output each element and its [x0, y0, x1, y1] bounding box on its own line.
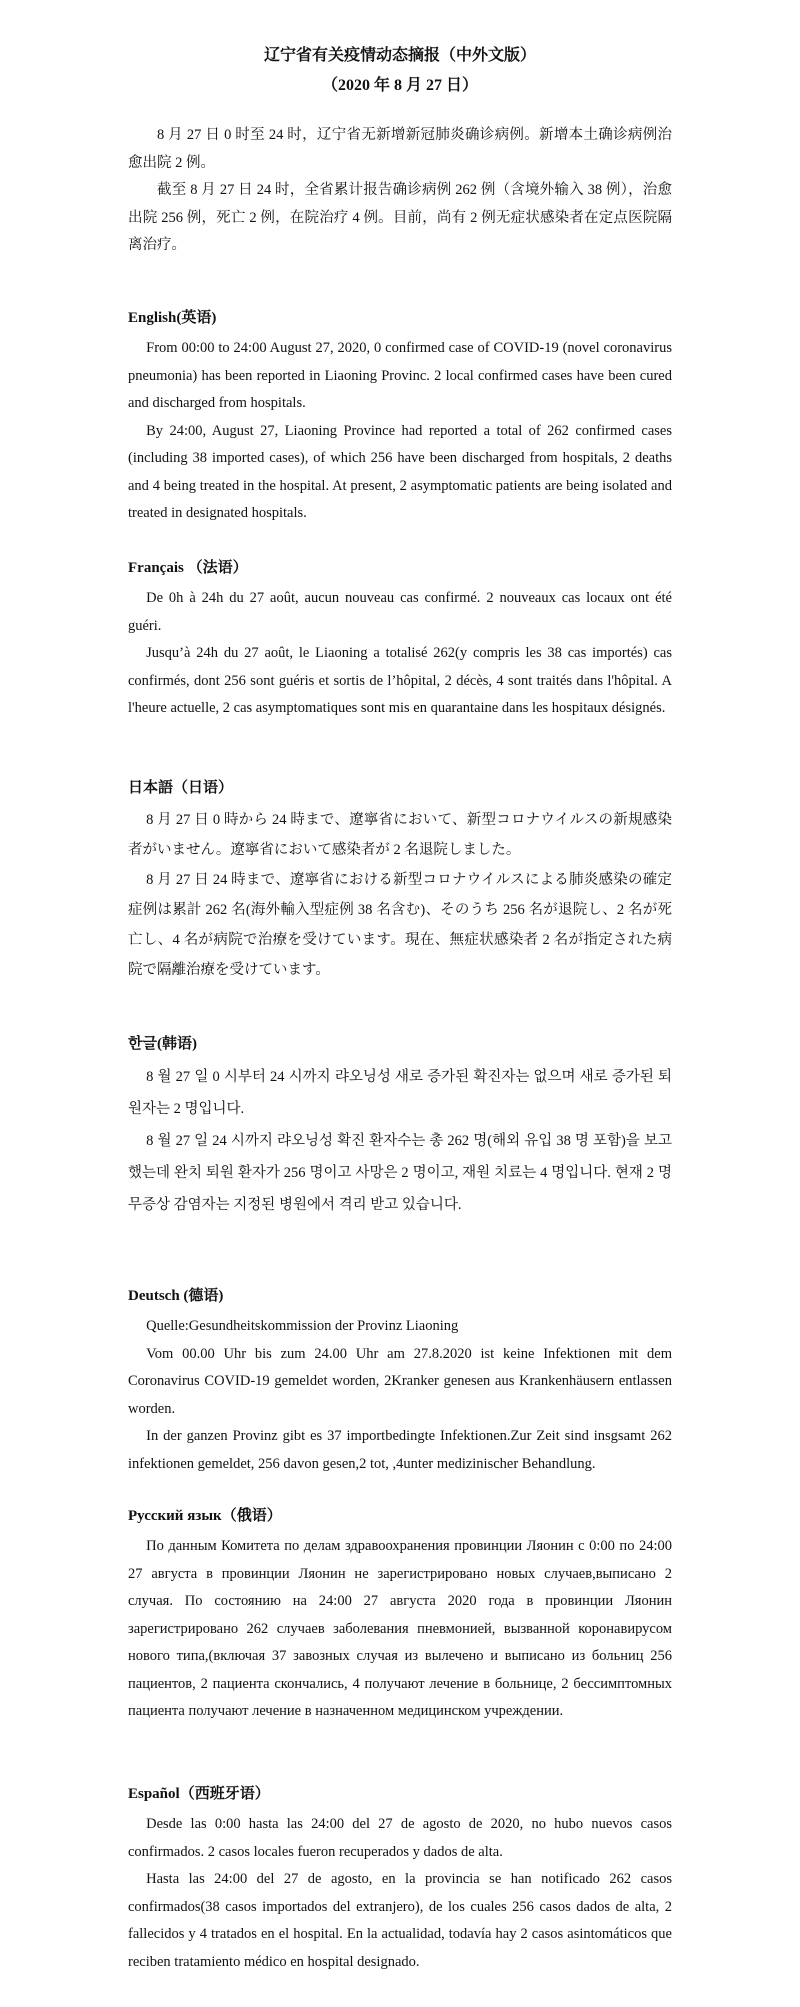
german-paragraph-1: Vom 00.00 Uhr bis zum 24.00 Uhr am 27.8.2020 ist keine Infektionen mit dem Coronavirus COVID-19 gemeldet worden, 2Kranker genesen aus Krankenhäusern entlassen worden. [128, 1345, 672, 1417]
japanese-heading: 日本語（日语） [128, 780, 234, 796]
spanish-paragraph-2: Hasta las 24:00 del 27 de agosto, en la provincia se han notificado 262 casos confirmados(38 casos importados del extranjero), de los cuales 256 casos dados de alta, 2 fallecidos y 4 tratados en el hospital. En la actualidad, todavía hay 2 casos asintomáticos que reciben tratamiento médico en hospital designado. [128, 1871, 672, 1970]
korean-paragraph-2: 8 월 27 일 24 시까지 랴오닝성 확진 환자수는 총 262 명(해외 유입 38 명 포함)을 보고했는데 완치 퇴원 환자가 256 명이고 사망은 2 명이고, 재원 치료는 4 명입니다. 현재 2 명 무증상 감염자는 지정된 병원에서 격리 받고 있습니다. [128, 1133, 672, 1213]
spanish-paragraph-1: Desde las 0:00 hasta las 24:00 del 27 de agosto de 2020, no hubo nuevos casos confirmados. 2 casos locales fueron recuperados y dados de alta. [128, 1816, 672, 1860]
section-english [128, 306, 672, 528]
korean-paragraph-1: 8 월 27 일 0 시부터 24 시까지 랴오닝성 새로 증가된 확진자는 없으며 새로 증가된 퇴원자는 2 명입니다. [128, 1069, 672, 1117]
korean-heading: 한글(韩语) [128, 1036, 197, 1052]
spanish-heading: Español（西班牙语） [128, 1786, 270, 1802]
french-heading: Français （法语） [128, 560, 248, 576]
french-paragraph-1: De 0h à 24h du 27 août, aucun nouveau cas confirmé. 2 nouveaux cas locaux ont été guéri. [128, 590, 672, 634]
section-french [128, 556, 672, 723]
french-paragraph-2: Jusqu’à 24h du 27 août, le Liaoning a totalisé 262(y compris les 38 cas importés) cas confirmés, dont 256 sont guéris et sortis de l’hôpital, 2 décès, 4 sont traités dans l'hôpital. A l'heure actuelle, 2 cas asymptomatiques sont mis en quarantaine dans les hospitaux désignés. [128, 645, 672, 716]
english-paragraph-1: From 00:00 to 24:00 August 27, 2020, 0 confirmed case of COVID-19 (novel coronavirus pneumonia) has been reported in Liaoning Provinc. 2 local confirmed cases have been cured and discharged from hospitals. [128, 340, 672, 411]
page-title: 辽宁省有关疫情动态摘报（中外文版） [263, 47, 536, 64]
section-chinese [128, 122, 672, 260]
report-date: （2020 年 8 月 27 日） [321, 77, 478, 94]
german-heading: Deutsch (德语) [128, 1288, 224, 1304]
section-japanese [128, 776, 672, 985]
section-russian [128, 1504, 672, 1726]
japanese-paragraph-2: 8 月 27 日 24 時まで、遼寧省における新型コロナウイルスによる肺炎感染の確定症例は累計 262 名(海外輸入型症例 38 名含む)、そのうち 256 名が退院し、2 名が死亡し、4 名が病院で治療を受けています。現在、無症状感染者 2 名が指定された病院で隔離治療を受けています。 [128, 872, 672, 978]
english-paragraph-2: By 24:00, August 27, Liaoning Province had reported a total of 262 confirmed cases (including 38 imported cases), of which 256 have been discharged from hospitals, 2 deaths and 4 being treated in the hospital. At present, 2 asymptomatic patients are being isolated and treated in designated hospitals. [128, 422, 672, 521]
chinese-paragraph-2: 截至 8 月 27 日 24 时，全省累计报告确诊病例 262 例（含境外输入 38 例），治愈出院 256 例，死亡 2 例，在院治疗 4 例。目前，尚有 2 例无症状感染者在定点医院隔离治疗。 [128, 182, 672, 253]
english-heading: English(英语) [128, 310, 217, 326]
german-source-line: Quelle:Gesundheitskommission der Provinz Liaoning [146, 1318, 459, 1334]
section-spanish [128, 1782, 672, 1976]
section-korean [128, 1032, 672, 1221]
russian-heading: Русский язык（俄语） [128, 1508, 282, 1524]
japanese-paragraph-1: 8 月 27 日 0 時から 24 時まで、遼寧省において、新型コロナウイルスの新規感染者がいません。遼寧省において感染者が 2 名退院しました。 [128, 812, 672, 858]
section-german [128, 1284, 672, 1478]
chinese-paragraph-1: 8 月 27 日 0 时至 24 时，辽宁省无新增新冠肺炎确诊病例。新增本土确诊病例治愈出院 2 例。 [128, 127, 672, 171]
german-paragraph-2: In der ganzen Provinz gibt es 37 importbedingte Infektionen.Zur Zeit sind insgsamt 262 infektionen gemeldet, 256 davon gesen,2 tot, ,4unter medizinischer Behandlung. [128, 1428, 672, 1472]
russian-paragraph-1: По данным Комитета по делам здравоохранения провинции Ляонин с 0:00 по 24:00 27 августа в провинции Ляонин не зарегистрировано новых случаев,выписано 2 случая. По состоянию на 24:00 27 августа 2020 года в провинции Ляонин зарегистрировано 262 случаев заболевания пневмонией, вызванной коронавирусом нового типа,(включая 37 завозных случая из вылечено и выписано из больниц 256 пациентов, 2 пациента скончались, 4 получают лечение в больнице, 2 бессимптомных пациента получают лечение в назначенном медицинском учреждении. [128, 1538, 672, 1719]
